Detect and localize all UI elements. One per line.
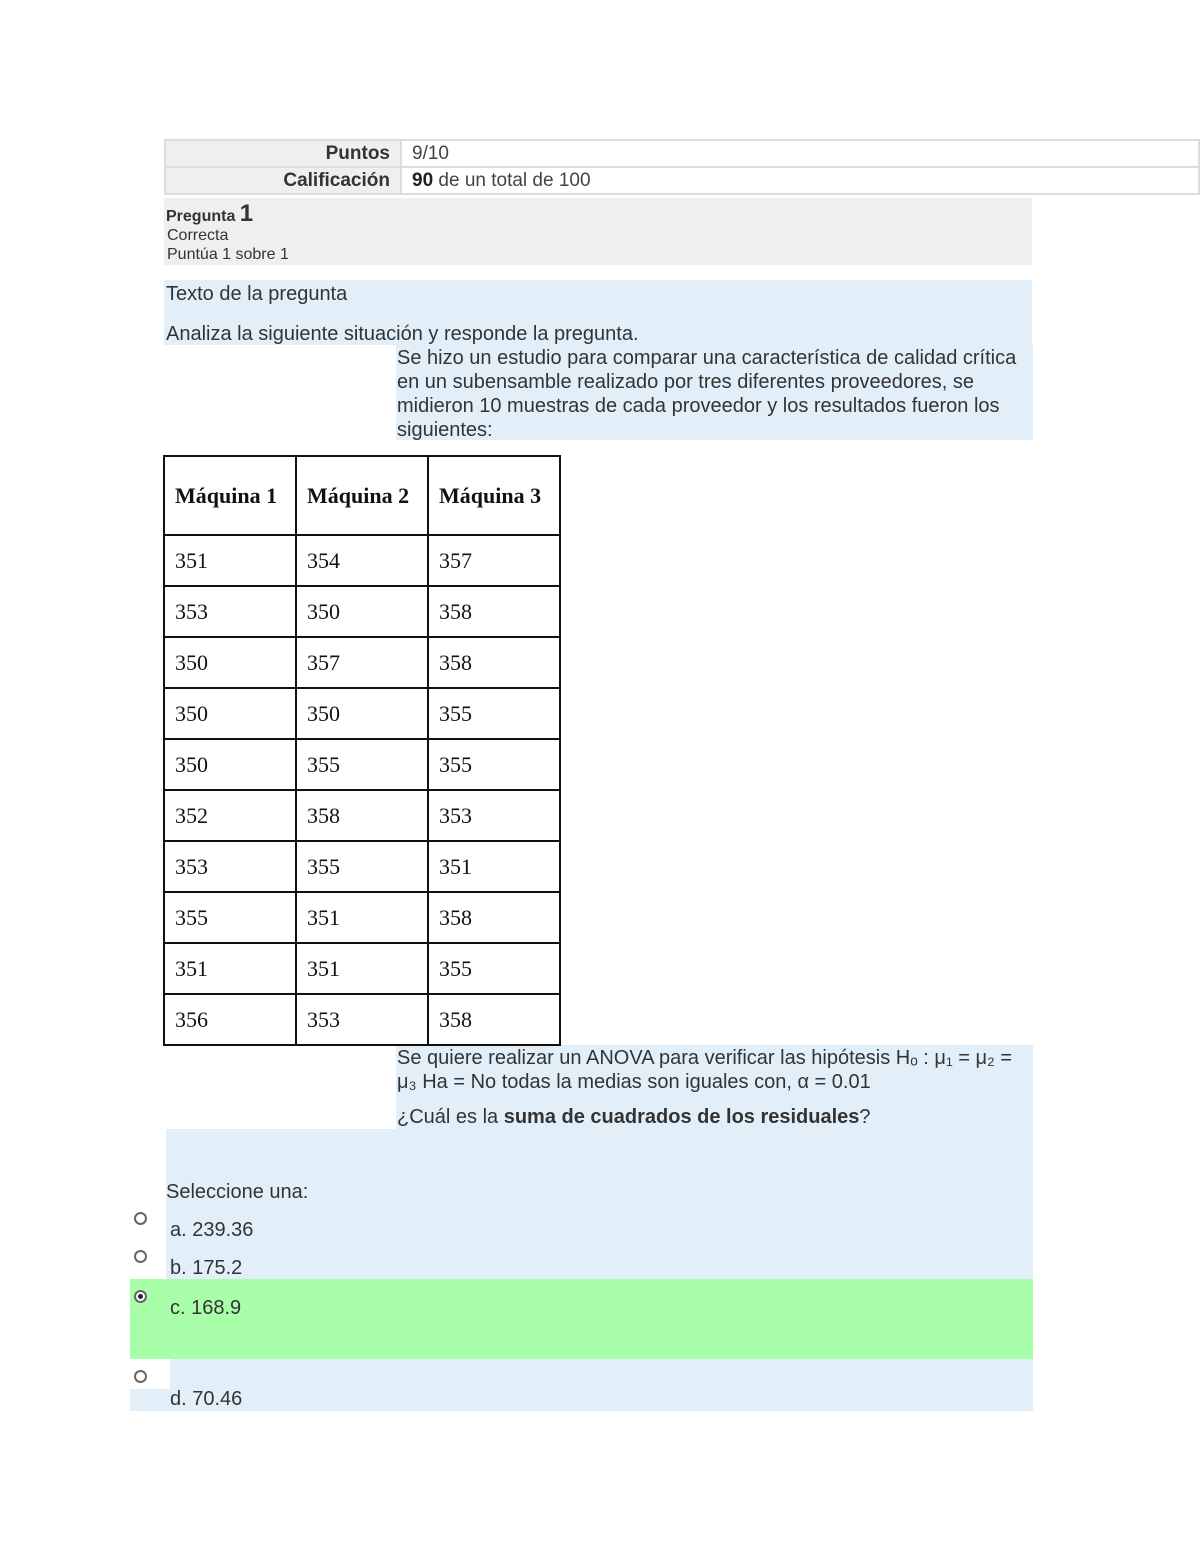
table-cell: 355: [296, 841, 428, 892]
option-a-radio[interactable]: [134, 1212, 147, 1225]
table-header-machine-3: Máquina 3: [428, 456, 560, 535]
question-ask: [397, 1106, 871, 1129]
table-row: [164, 739, 560, 790]
table-cell: 358: [296, 790, 428, 841]
points-row: [165, 140, 1199, 167]
grade-value-cell: [401, 167, 1199, 194]
table-cell: 358: [428, 892, 560, 943]
table-cell: 357: [428, 535, 560, 586]
table-cell: 356: [164, 994, 296, 1045]
table-row: [164, 841, 560, 892]
table-cell: 355: [428, 943, 560, 994]
answer-area-bg: [166, 1129, 1033, 1279]
select-prompt: Seleccione una:: [166, 1181, 309, 1203]
option-d-radio[interactable]: [134, 1370, 147, 1383]
table-row: [164, 637, 560, 688]
table-cell: 358: [428, 586, 560, 637]
table-cell: 350: [164, 688, 296, 739]
table-cell: 353: [164, 841, 296, 892]
table-cell: 353: [296, 994, 428, 1045]
table-cell: 355: [296, 739, 428, 790]
table-cell: 350: [296, 586, 428, 637]
correct-answer-highlight: [130, 1279, 1033, 1359]
table-cell: 352: [164, 790, 296, 841]
table-cell: 357: [296, 637, 428, 688]
samples-table: [163, 455, 561, 1046]
table-cell: 354: [296, 535, 428, 586]
option-c-label[interactable]: c. 168.9: [170, 1297, 242, 1319]
question-number-value: 1: [239, 200, 254, 227]
table-cell: 358: [428, 637, 560, 688]
table-row: [164, 943, 560, 994]
points-value: 9/10: [401, 140, 1199, 167]
table-cell: 355: [428, 688, 560, 739]
option-a-label[interactable]: a. 239.36: [170, 1219, 254, 1241]
table-cell: 353: [164, 586, 296, 637]
table-cell: 350: [164, 637, 296, 688]
question-label: Pregunta: [166, 208, 240, 225]
question-state: Correcta: [167, 227, 229, 244]
question-ask-prefix: ¿Cuál es la: [397, 1106, 504, 1128]
table-row: [164, 790, 560, 841]
question-ask-suffix: ?: [859, 1106, 871, 1128]
table-cell: 355: [164, 892, 296, 943]
question-number: [166, 200, 253, 228]
table-cell: 355: [428, 739, 560, 790]
table-cell: 351: [296, 943, 428, 994]
table-row: [164, 535, 560, 586]
option-d-label[interactable]: d. 70.46: [170, 1388, 243, 1410]
table-cell: 351: [164, 535, 296, 586]
hypothesis-text: Se quiere realizar un ANOVA para verificar las hipótesis Hₒ : μ₁ = μ₂ = μ₃ Ha = No todas la medias son iguales con, α = 0.01: [397, 1047, 1013, 1093]
grade-label: Calificación: [165, 167, 401, 194]
option-b-label[interactable]: b. 175.2: [170, 1257, 243, 1279]
grade-summary-table: [164, 139, 1200, 195]
table-cell: 350: [164, 739, 296, 790]
table-row: [164, 892, 560, 943]
table-header-machine-1: Máquina 1: [164, 456, 296, 535]
option-b-radio[interactable]: [134, 1250, 147, 1263]
table-row: [164, 688, 560, 739]
table-cell: 350: [296, 688, 428, 739]
option-c-radio[interactable]: [134, 1290, 147, 1303]
table-cell: 351: [428, 841, 560, 892]
grade-suffix: de un total de 100: [433, 169, 591, 191]
question-text-heading: Texto de la pregunta: [166, 283, 348, 305]
grade-value: 90: [412, 169, 434, 191]
question-ask-bold: suma de cuadrados de los residuales: [503, 1106, 860, 1128]
table-row: [164, 586, 560, 637]
table-cell: 351: [296, 892, 428, 943]
question-info: [164, 198, 1032, 265]
table-header-machine-2: Máquina 2: [296, 456, 428, 535]
table-cell: 351: [164, 943, 296, 994]
grade-row: [165, 167, 1199, 194]
answer-d-bg: [130, 1359, 1033, 1411]
question-intro: Analiza la siguiente situación y responde la pregunta.: [166, 323, 639, 345]
points-label: Puntos: [165, 140, 401, 167]
question-grade: Puntúa 1 sobre 1: [167, 246, 289, 263]
table-cell: 353: [428, 790, 560, 841]
question-description: Se hizo un estudio para comparar una característica de calidad crítica en un subensamble realizado por tres diferentes proveedores, se midieron 10 muestras de cada proveedor y los resultados fueron los siguientes:: [397, 347, 1017, 441]
table-header-row: [164, 456, 560, 535]
table-cell: 358: [428, 994, 560, 1045]
table-row: [164, 994, 560, 1045]
